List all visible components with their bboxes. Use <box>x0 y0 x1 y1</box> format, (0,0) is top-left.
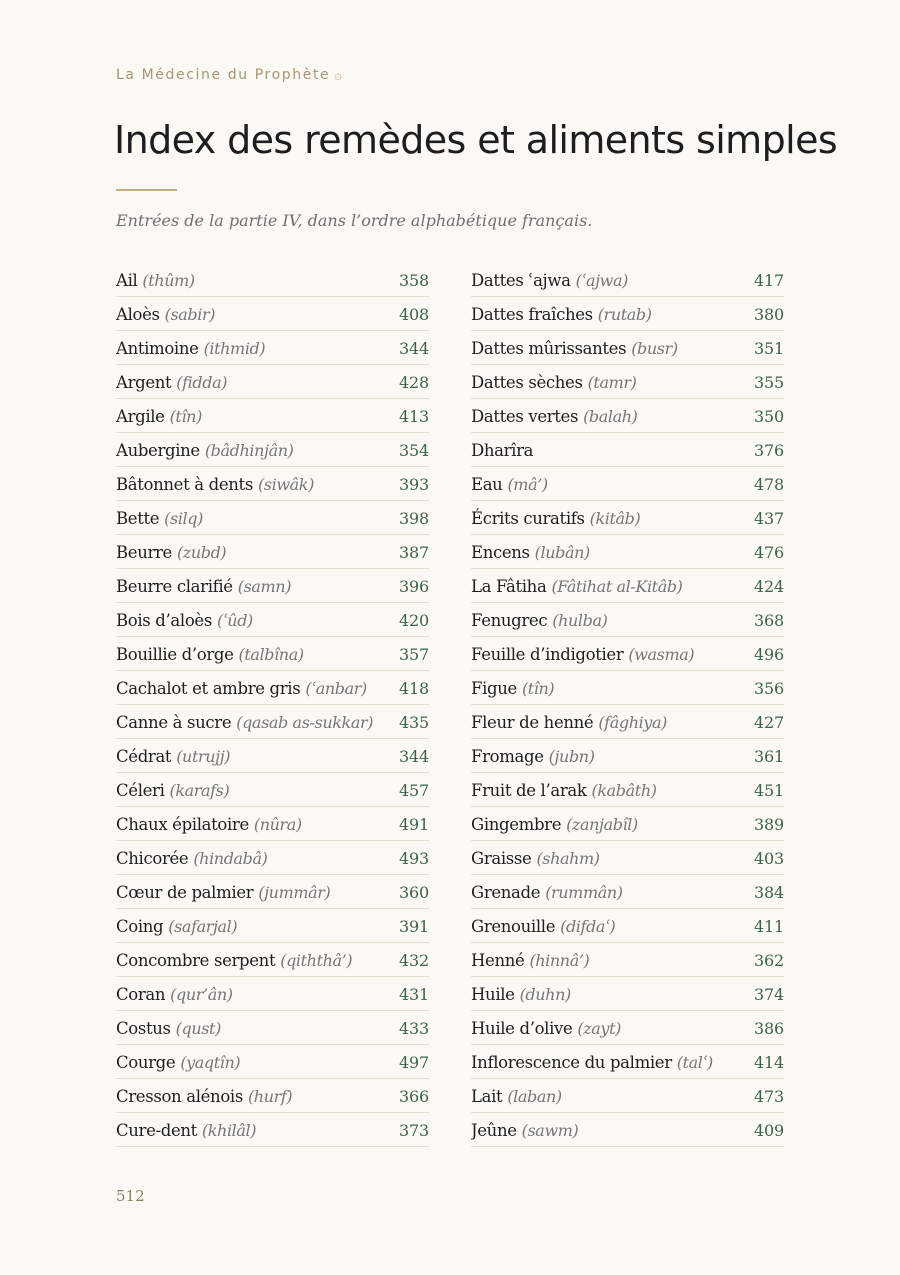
index-row <box>471 910 784 943</box>
page-number: 512 <box>116 1187 145 1205</box>
index-entry <box>471 1087 562 1106</box>
index-row <box>471 876 784 909</box>
index-row <box>116 332 429 365</box>
entry-transliteration: (ʿajwa) <box>575 270 628 290</box>
entry-page-number: 418 <box>399 678 429 698</box>
index-column-right <box>471 264 784 1148</box>
index-row <box>116 298 429 331</box>
entry-name: Bette <box>116 508 160 528</box>
entry-name: Bois d’aloès <box>116 610 212 630</box>
index-row <box>471 434 784 467</box>
index-entry <box>116 305 215 324</box>
entry-page-number: 376 <box>754 440 784 460</box>
index-entry <box>471 475 548 494</box>
index-row <box>471 672 784 705</box>
entry-name: Cure-dent <box>116 1120 197 1140</box>
entry-transliteration: (ithmid) <box>203 338 266 358</box>
entry-transliteration: (sawm) <box>521 1120 579 1140</box>
page-title: Index des remèdes et aliments simples <box>114 118 838 162</box>
entry-page-number: 357 <box>399 644 429 664</box>
entry-transliteration: (zubd) <box>176 542 227 562</box>
index-row <box>116 366 429 399</box>
index-row <box>116 434 429 467</box>
entry-page-number: 473 <box>754 1086 784 1106</box>
index-row <box>116 978 429 1011</box>
index-row <box>116 672 429 705</box>
entry-name: Fenugrec <box>471 610 548 630</box>
index-entry <box>116 1019 221 1038</box>
index-entry <box>471 339 678 358</box>
entry-name: Grenade <box>471 882 541 902</box>
index-row <box>471 502 784 535</box>
entry-name: Feuille d’indigotier <box>471 644 624 664</box>
index-row <box>471 604 784 637</box>
entry-transliteration: (difdaʿ) <box>560 916 616 936</box>
entry-name: Jeûne <box>471 1120 517 1140</box>
entry-name: Dattes ʿajwa <box>471 270 571 290</box>
entry-name: Coing <box>116 916 164 936</box>
index-row <box>116 468 429 501</box>
entry-transliteration: (zayt) <box>577 1018 621 1038</box>
index-row <box>116 1046 429 1079</box>
index-entry <box>471 713 667 732</box>
index-entry <box>471 1019 621 1038</box>
entry-page-number: 497 <box>399 1052 429 1072</box>
index-entry <box>471 543 590 562</box>
index-entry <box>471 407 638 426</box>
index-row <box>116 638 429 671</box>
entry-page-number: 386 <box>754 1018 784 1038</box>
entry-page-number: 373 <box>399 1120 429 1140</box>
entry-name: Aloès <box>116 304 160 324</box>
index-row <box>116 264 429 297</box>
entry-transliteration: (shahm) <box>536 848 600 868</box>
index-entry <box>116 679 367 698</box>
index-entry <box>471 883 623 902</box>
entry-page-number: 380 <box>754 304 784 324</box>
index-entry <box>116 1053 240 1072</box>
entry-transliteration: (samn) <box>237 576 292 596</box>
index-entry <box>116 781 229 800</box>
entry-page-number: 451 <box>754 780 784 800</box>
index-entry <box>471 1053 713 1072</box>
index-row <box>116 876 429 909</box>
index-entry <box>116 713 373 732</box>
entry-page-number: 420 <box>399 610 429 630</box>
entry-page-number: 393 <box>399 474 429 494</box>
index-row <box>471 570 784 603</box>
index-row <box>116 502 429 535</box>
entry-page-number: 344 <box>399 338 429 358</box>
entry-transliteration: (qur’ân) <box>170 984 233 1004</box>
entry-transliteration: (rutab) <box>597 304 652 324</box>
entry-name: Lait <box>471 1086 503 1106</box>
index-entry <box>116 645 304 664</box>
entry-name: Argile <box>116 406 165 426</box>
entry-page-number: 368 <box>754 610 784 630</box>
entry-transliteration: (nûra) <box>253 814 302 834</box>
entry-page-number: 409 <box>754 1120 784 1140</box>
entry-transliteration: (fidda) <box>176 372 228 392</box>
index-entry <box>116 339 265 358</box>
entry-transliteration: (zanjabîl) <box>566 814 638 834</box>
entry-transliteration: (safarjal) <box>168 916 238 936</box>
entry-page-number: 360 <box>399 882 429 902</box>
title-divider <box>116 189 177 191</box>
entry-page-number: 358 <box>399 270 429 290</box>
entry-name: Beurre <box>116 542 172 562</box>
entry-transliteration: (jummâr) <box>258 882 331 902</box>
entry-transliteration: (utrujj) <box>176 746 231 766</box>
index-entry <box>471 781 657 800</box>
entry-name: Fleur de henné <box>471 712 594 732</box>
index-row <box>471 842 784 875</box>
entry-name: Dattes fraîches <box>471 304 593 324</box>
entry-name: Concombre serpent <box>116 950 276 970</box>
index-row <box>471 1046 784 1079</box>
index-row <box>471 298 784 331</box>
entry-name: Grenouille <box>471 916 556 936</box>
entry-page-number: 431 <box>399 984 429 1004</box>
entry-name: Gingembre <box>471 814 562 834</box>
entry-page-number: 391 <box>399 916 429 936</box>
entry-name: Dattes vertes <box>471 406 579 426</box>
entry-name: Eau <box>471 474 503 494</box>
index-entry <box>471 305 652 324</box>
entry-transliteration: (yaqtîn) <box>180 1052 241 1072</box>
index-entry <box>471 509 640 528</box>
entry-page-number: 398 <box>399 508 429 528</box>
index-row <box>471 774 784 807</box>
index-row <box>471 978 784 1011</box>
entry-transliteration: (talbîna) <box>238 644 304 664</box>
entry-page-number: 344 <box>399 746 429 766</box>
running-title: La Médecine du Prophète <box>116 67 331 83</box>
entry-name: Écrits curatifs <box>471 508 585 528</box>
index-entry <box>116 407 202 426</box>
entry-page-number: 384 <box>754 882 784 902</box>
entry-transliteration: (hindabâ) <box>193 848 268 868</box>
entry-page-number: 433 <box>399 1018 429 1038</box>
entry-name: Canne à sucre <box>116 712 232 732</box>
entry-page-number: 355 <box>754 372 784 392</box>
index-entry <box>116 849 268 868</box>
entry-page-number: 478 <box>754 474 784 494</box>
entry-transliteration: (siwâk) <box>257 474 314 494</box>
entry-page-number: 374 <box>754 984 784 1004</box>
entry-name: Fromage <box>471 746 544 766</box>
entry-page-number: 354 <box>399 440 429 460</box>
entry-name: Henné <box>471 950 525 970</box>
index-entry <box>116 611 253 630</box>
entry-transliteration: (mâ’) <box>507 474 548 494</box>
entry-transliteration: (jubn) <box>548 746 595 766</box>
index-row <box>116 944 429 977</box>
entry-transliteration: (bâdhinjân) <box>204 440 294 460</box>
index-row <box>471 808 784 841</box>
index-entry <box>471 917 615 936</box>
entry-transliteration: (rummân) <box>545 882 623 902</box>
entry-page-number: 424 <box>754 576 784 596</box>
entry-page-number: 408 <box>399 304 429 324</box>
index-entry <box>471 679 554 698</box>
index-entry <box>471 815 638 834</box>
entry-transliteration: (hulba) <box>552 610 608 630</box>
entry-page-number: 437 <box>754 508 784 528</box>
index-row <box>471 400 784 433</box>
index-row <box>116 740 429 773</box>
entry-page-number: 366 <box>399 1086 429 1106</box>
entry-page-number: 432 <box>399 950 429 970</box>
entry-name: Graisse <box>471 848 532 868</box>
index-row <box>116 1114 429 1147</box>
index-row <box>471 536 784 569</box>
entry-transliteration: (fâghiya) <box>598 712 667 732</box>
index-entry <box>116 373 227 392</box>
entry-name: Courge <box>116 1052 176 1072</box>
entry-name: La Fâtiha <box>471 576 547 596</box>
index-row <box>471 1012 784 1045</box>
index-entry <box>471 271 628 290</box>
index-row <box>471 944 784 977</box>
index-entry <box>471 849 600 868</box>
entry-name: Figue <box>471 678 517 698</box>
index-row <box>116 1080 429 1113</box>
index-entry <box>116 577 291 596</box>
entry-name: Inflorescence du palmier <box>471 1052 672 1072</box>
entry-name: Cœur de palmier <box>116 882 254 902</box>
entry-transliteration: (qasab as-sukkar) <box>236 712 374 732</box>
index-entry <box>116 441 293 460</box>
index-row <box>471 1114 784 1147</box>
index-entry <box>116 883 330 902</box>
entry-transliteration: (thûm) <box>142 270 195 290</box>
index-entry <box>116 1087 292 1106</box>
entry-transliteration: (laban) <box>507 1086 562 1106</box>
entry-name: Antimoine <box>116 338 199 358</box>
index-entry <box>471 373 636 392</box>
entry-page-number: 411 <box>754 916 784 936</box>
entry-transliteration: (qiththâ’) <box>280 950 353 970</box>
entry-name: Aubergine <box>116 440 200 460</box>
index-entry <box>116 917 237 936</box>
entry-name: Coran <box>116 984 166 1004</box>
entry-transliteration: (kabâth) <box>591 780 657 800</box>
entry-page-number: 361 <box>754 746 784 766</box>
index-entry <box>116 747 230 766</box>
entry-name: Dharîra <box>471 440 534 460</box>
entry-page-number: 476 <box>754 542 784 562</box>
index-entry <box>471 747 595 766</box>
index-entry <box>471 985 571 1004</box>
entry-page-number: 351 <box>754 338 784 358</box>
index-entry <box>116 985 233 1004</box>
entry-name: Dattes mûrissantes <box>471 338 627 358</box>
index-row <box>471 332 784 365</box>
entry-transliteration: (tamr) <box>587 372 637 392</box>
entry-transliteration: (karafs) <box>169 780 230 800</box>
entry-page-number: 491 <box>399 814 429 834</box>
entry-name: Costus <box>116 1018 171 1038</box>
entry-transliteration: (lubân) <box>534 542 590 562</box>
running-head <box>116 67 342 83</box>
index-entry <box>116 815 302 834</box>
entry-name: Argent <box>116 372 172 392</box>
index-row <box>471 468 784 501</box>
entry-name: Cachalot et ambre gris <box>116 678 301 698</box>
entry-page-number: 413 <box>399 406 429 426</box>
entry-page-number: 427 <box>754 712 784 732</box>
entry-name: Huile <box>471 984 515 1004</box>
index-row <box>471 740 784 773</box>
index-row <box>116 1012 429 1045</box>
entry-page-number: 457 <box>399 780 429 800</box>
index-row <box>471 366 784 399</box>
entry-name: Fruit de l’arak <box>471 780 587 800</box>
index-row <box>471 706 784 739</box>
entry-transliteration: (wasma) <box>628 644 695 664</box>
index-entry <box>116 271 195 290</box>
entry-name: Ail <box>116 270 138 290</box>
entry-transliteration: (hurf) <box>247 1086 293 1106</box>
index-entry <box>471 611 607 630</box>
entry-name: Chaux épilatoire <box>116 814 249 834</box>
index-entry <box>471 441 533 460</box>
entry-transliteration: (tîn) <box>169 406 202 426</box>
entry-transliteration: (khilâl) <box>201 1120 257 1140</box>
entry-transliteration: (qust) <box>175 1018 221 1038</box>
index-row <box>116 808 429 841</box>
entry-transliteration: (kitâb) <box>589 508 641 528</box>
entry-name: Dattes sèches <box>471 372 583 392</box>
entry-transliteration: (tîn) <box>521 678 555 698</box>
entry-page-number: 396 <box>399 576 429 596</box>
index-entry <box>116 1121 256 1140</box>
index-row <box>116 400 429 433</box>
entry-name: Huile d’olive <box>471 1018 573 1038</box>
entry-transliteration: (silq) <box>164 508 203 528</box>
index-entry <box>471 645 694 664</box>
entry-transliteration: (hinnâ’) <box>529 950 590 970</box>
entry-transliteration: (duhn) <box>519 984 571 1004</box>
entry-page-number: 496 <box>754 644 784 664</box>
entry-page-number: 428 <box>399 372 429 392</box>
index-entry <box>471 577 683 596</box>
entry-name: Cédrat <box>116 746 172 766</box>
entry-page-number: 389 <box>754 814 784 834</box>
entry-page-number: 403 <box>754 848 784 868</box>
entry-name: Cresson alénois <box>116 1086 243 1106</box>
entry-transliteration: (balah) <box>583 406 638 426</box>
entry-page-number: 493 <box>399 848 429 868</box>
entry-page-number: 435 <box>399 712 429 732</box>
index-column-left <box>116 264 429 1148</box>
entry-transliteration: (Fâtihat al-Kitâb) <box>551 576 683 596</box>
index-row <box>471 1080 784 1113</box>
index-row <box>116 604 429 637</box>
index-entry <box>116 475 314 494</box>
entry-name: Céleri <box>116 780 165 800</box>
index-row <box>116 706 429 739</box>
index-row <box>471 638 784 671</box>
entry-transliteration: (talʿ) <box>676 1052 713 1072</box>
index-entry <box>116 543 226 562</box>
entry-name: Beurre clarifié <box>116 576 233 596</box>
entry-page-number: 417 <box>754 270 784 290</box>
entry-transliteration: (sabir) <box>164 304 216 324</box>
index-row <box>116 774 429 807</box>
index-row <box>471 264 784 297</box>
index-entry <box>471 1121 578 1140</box>
index-entry <box>471 951 589 970</box>
entry-transliteration: (busr) <box>631 338 678 358</box>
index-entry <box>116 509 203 528</box>
entry-name: Encens <box>471 542 530 562</box>
entry-page-number: 362 <box>754 950 784 970</box>
index-row <box>116 536 429 569</box>
entry-name: Bouillie d’orge <box>116 644 234 664</box>
entry-page-number: 387 <box>399 542 429 562</box>
subtitle: Entrées de la partie IV, dans l’ordre alphabétique français. <box>116 211 593 230</box>
entry-page-number: 356 <box>754 678 784 698</box>
index-row <box>116 842 429 875</box>
ornament-icon: ۞ <box>334 68 342 83</box>
entry-transliteration: (ʿûd) <box>216 610 253 630</box>
entry-page-number: 414 <box>754 1052 784 1072</box>
entry-transliteration: (ʿanbar) <box>305 678 367 698</box>
index-row <box>116 570 429 603</box>
index-entry <box>116 951 352 970</box>
entry-page-number: 350 <box>754 406 784 426</box>
entry-name: Bâtonnet à dents <box>116 474 253 494</box>
entry-name: Chicorée <box>116 848 189 868</box>
index-row <box>116 910 429 943</box>
